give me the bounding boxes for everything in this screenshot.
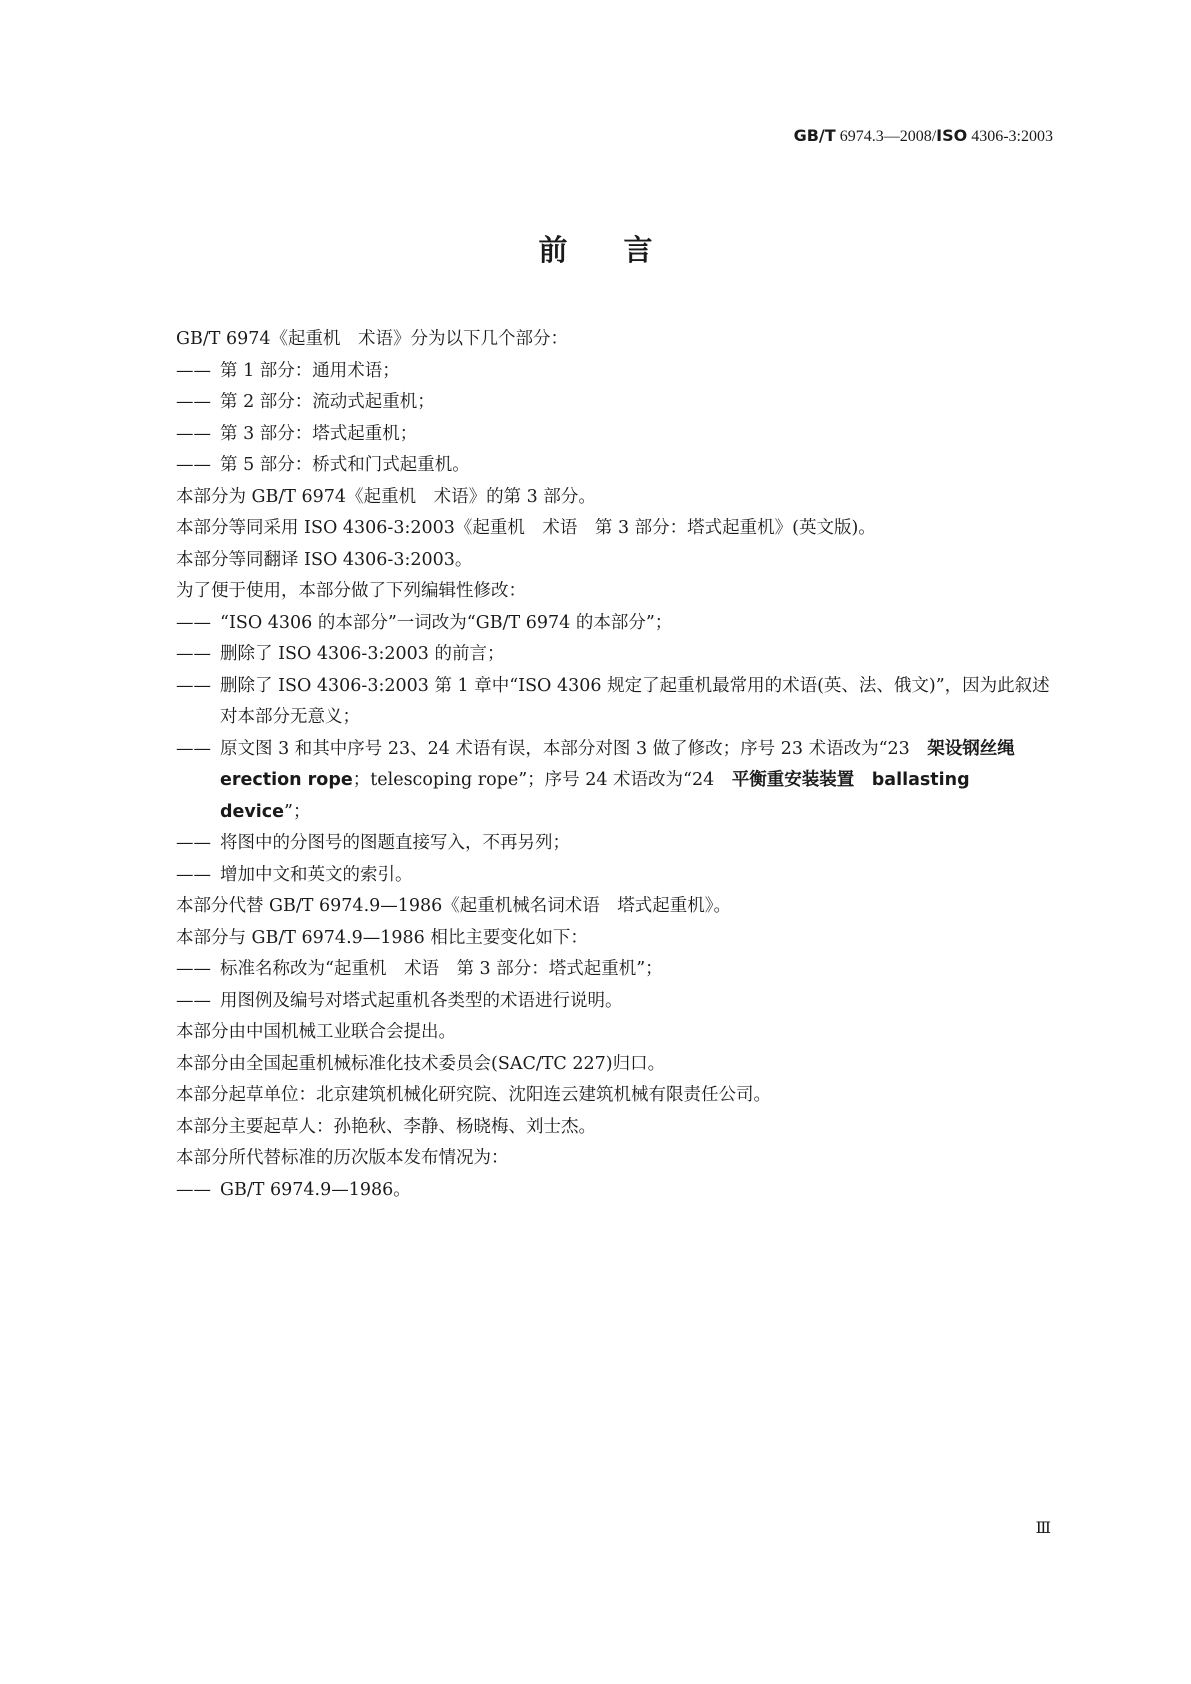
- dash: ——: [176, 990, 211, 1011]
- paragraph: 本部分与 GB/T 6974.9—1986 相比主要变化如下：: [176, 927, 588, 948]
- paragraph: 本部分由中国机械工业联合会提出。: [176, 1022, 456, 1042]
- list-item: —— 第 2 部分：流动式起重机；: [176, 387, 1056, 419]
- dash: ——: [176, 833, 211, 853]
- paragraph: 本部分由全国起重机械标准化技术委员会(SAC/TC 227)归口。: [176, 1053, 666, 1074]
- list-item: —— 删除了 ISO 4306-3:2003 的前言；: [176, 639, 1056, 671]
- list-item: —— 第 3 部分：塔式起重机；: [176, 419, 1056, 451]
- list-item: —— 第 1 部分：通用术语；: [176, 356, 1056, 388]
- paragraph: 为了便于使用，本部分做了下列编辑性修改：: [176, 581, 526, 601]
- dash: ——: [176, 644, 211, 664]
- dash: ——: [176, 455, 211, 475]
- dash: ——: [176, 423, 211, 444]
- dash: ——: [176, 392, 211, 412]
- page-title: 前言: [538, 233, 709, 267]
- page-number: Ⅲ: [1035, 1520, 1051, 1537]
- dash: ——: [176, 864, 211, 885]
- dash: ——: [176, 360, 211, 381]
- list-item: —— 标准名称改为“起重机 术语 第 3 部分：塔式起重机”；: [176, 954, 1056, 986]
- list-item: —— “ISO 4306 的本部分”一词改为“GB/T 6974 的本部分”；: [176, 608, 1056, 640]
- paragraph: 本部分代替 GB/T 6974.9—1986《起重机械名词术语 塔式起重机》。: [176, 896, 732, 916]
- dash: ——: [176, 959, 211, 979]
- list-item: —— 增加中文和英文的索引。: [176, 860, 1056, 892]
- paragraph: 本部分等同翻译 ISO 4306-3:2003。: [176, 549, 473, 570]
- paragraph: 本部分为 GB/T 6974《起重机 术语》的第 3 部分。: [176, 486, 596, 507]
- list-item: —— 将图中的分图号的图题直接写入，不再另列；: [176, 828, 1056, 860]
- paragraph: 本部分主要起草人：孙艳秋、李静、杨晓梅、刘士杰。: [176, 1116, 596, 1137]
- foreword-body: [176, 324, 1056, 1206]
- dash: ——: [176, 612, 211, 633]
- standard-number: GB/T 6974.3—2008/ISO 4306-3:2003: [793, 126, 1053, 145]
- dash: ——: [176, 738, 211, 759]
- list-item: —— GB/T 6974.9—1986。: [176, 1175, 1056, 1207]
- paragraph: 本部分所代替标准的历次版本发布情况为：: [176, 1148, 509, 1168]
- list-item-figure-correction: —— 原文图 3 和其中序号 23、24 术语有误，本部分对图 3 做了修改；序号 23 术语改为“23 架设钢丝绳 erection rope；telescoping rope”；序号 24 术语改为“24 平衡重安装装置 ballasting device”；: [176, 734, 1056, 829]
- dash: ——: [176, 1179, 211, 1200]
- list-item: —— 用图例及编号对塔式起重机各类型的术语进行说明。: [176, 986, 1056, 1018]
- dash: ——: [176, 675, 211, 696]
- list-item: —— 删除了 ISO 4306-3:2003 第 1 章中“ISO 4306 规定了起重机最常用的术语(英、法、俄文)”，因为此叙述对本部分无意义；: [176, 671, 1056, 734]
- paragraph: GB/T 6974《起重机 术语》分为以下几个部分：: [176, 329, 569, 349]
- list-item: —— 第 5 部分：桥式和门式起重机。: [176, 450, 1056, 482]
- paragraph: 本部分等同采用 ISO 4306-3:2003《起重机 术语 第 3 部分：塔式起重机》(英文版)。: [176, 518, 876, 538]
- paragraph: 本部分起草单位：北京建筑机械化研究院、沈阳连云建筑机械有限责任公司。: [176, 1085, 771, 1105]
